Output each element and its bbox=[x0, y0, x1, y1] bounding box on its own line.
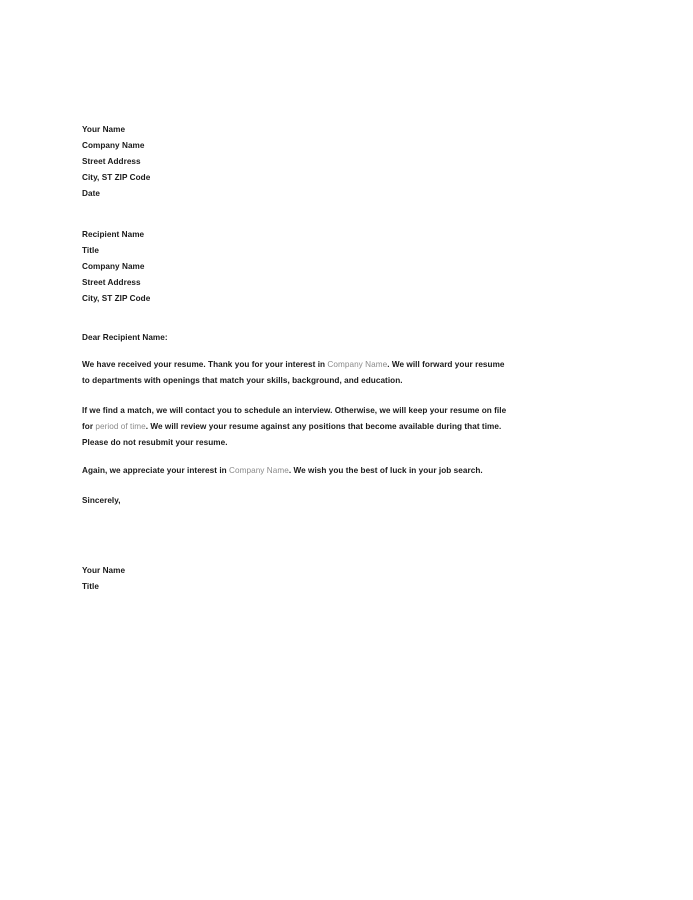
company-name-placeholder: Company Name bbox=[327, 360, 388, 369]
paragraph-3-text-end: . We wish you the best of luck in your job search. bbox=[288, 466, 483, 475]
closing-text: Sincerely, bbox=[82, 496, 121, 505]
sender-company: Company Name bbox=[82, 141, 145, 150]
paragraph-2-line-2 bbox=[82, 419, 506, 435]
signature-block bbox=[82, 563, 125, 595]
signature-name: Your Name bbox=[82, 566, 126, 575]
paragraph-3-line-1 bbox=[82, 463, 483, 479]
paragraph-3-text-start: Again, we appreciate your interest in bbox=[82, 466, 230, 475]
paragraph-2-text-start: for bbox=[82, 422, 96, 431]
recipient-name: Recipient Name bbox=[82, 230, 145, 239]
salutation bbox=[82, 330, 168, 346]
body-paragraph-3 bbox=[82, 463, 483, 479]
paragraph-1-line-2: to departments with openings that match your skills, background, and education. bbox=[82, 376, 403, 385]
salutation-text: Dear Recipient Name: bbox=[82, 333, 168, 342]
recipient-title: Title bbox=[82, 246, 99, 255]
closing bbox=[82, 493, 121, 509]
recipient-address-block bbox=[82, 227, 150, 307]
paragraph-1-line-1 bbox=[82, 357, 505, 373]
paragraph-1-text-end: . We will forward your resume bbox=[387, 360, 505, 369]
letter-date: Date bbox=[82, 189, 100, 198]
paragraph-1-text-start: We have received your resume. Thank you for your interest in bbox=[82, 360, 328, 369]
recipient-company: Company Name bbox=[82, 262, 145, 271]
body-paragraph-1 bbox=[82, 357, 505, 389]
recipient-city-zip: City, ST ZIP Code bbox=[82, 294, 151, 303]
sender-street: Street Address bbox=[82, 157, 141, 166]
paragraph-2-line-3: Please do not resubmit your resume. bbox=[82, 438, 228, 447]
signature-title: Title bbox=[82, 582, 99, 591]
company-name-placeholder-2: Company Name bbox=[229, 466, 289, 475]
paragraph-2-line-1: If we find a match, we will contact you to schedule an interview. Otherwise, we will keep your resume on file bbox=[82, 406, 507, 415]
period-of-time-placeholder: period of time bbox=[95, 422, 146, 431]
sender-city-zip: City, ST ZIP Code bbox=[82, 173, 151, 182]
sender-address-block bbox=[82, 122, 150, 202]
body-paragraph-2 bbox=[82, 403, 506, 451]
paragraph-2-text-end: . We will review your resume against any positions that become available during that time. bbox=[145, 422, 502, 431]
sender-name: Your Name bbox=[82, 125, 126, 134]
recipient-street: Street Address bbox=[82, 278, 141, 287]
